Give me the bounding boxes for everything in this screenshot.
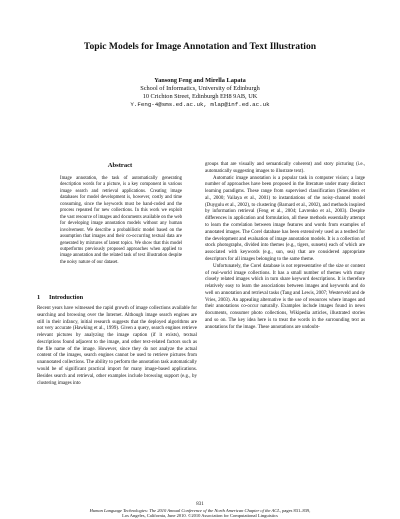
right-column-body [205,162,365,332]
author-names: Yansong Feng and Mirella Lapata [154,77,246,84]
footer-venue: Human Language Technologies: The 2010 Annual Conference of the North American Chapter of the ACL, [89,508,281,513]
footer-pages: pages 831–839, [280,508,311,513]
author-affiliation: School of Informatics, University of Edinburgh [140,84,260,92]
left-column-body [37,306,197,387]
intro-paragraph-2: Automatic image annotation is a popular task in computer vision; a large number of approaches have been proposed in the literature under many distinct learning paradigms. These range from supervised classification (Smeulders et al., 2000; Vailaya et al., 2001) to instantiations of the noisy-channel model (Duygulu et al., 2002), to clustering (Barnard et al., 2002), and methods inspired by information retrieval (Feng et al., 2004; Lavrenko et al., 2003). Despite differences in application and formulation, all these methods essentially attempt to learn the correlation between image features and words from examples of annotated images. The Corel database has been extensively used as a testbed for the development and evaluation of image annotation models. It is a collection of stock photographs, divided into themes (e.g., tigers, sunsets) each of which are associated with keywords (e.g., sun, sea) that are considered appropriate descriptors for all images belonging to the same theme. [205,175,365,262]
abstract-text: Image annotation, the task of automatically generating description words for a picture, is a key component in various image search and retrieval applications. Creating image databases for model development is, however, costly and time consuming, since the keywords must be hand-coded and the process repeated for new collections. In this work we exploit the vast resource of images and documents available on the web for developing image annotation models without any human involvement. We describe a probabilistic model based on the assumption that images and their co-occurring textual data are generated by mixtures of latent topics. We show that this model outperforms previously proposed approaches when applied to image annotation and the related task of text illustration despite the noisy nature of our dataset. [60,176,182,265]
abstract-heading: Abstract [107,162,133,169]
author-email: Y.Feng-4@sms.ed.ac.uk, mlap@inf.ed.ac.uk [130,100,270,108]
section-number: 1 [37,294,41,301]
intro-paragraph-1: Recent years have witnessed the rapid growth of image collections available for searching and browsing over the Internet. Although image search engines are still in their infancy, initial research suggests that the deployed algorithms are not very accurate (Hawking et al., 1999). Given a query, search engines retrieve relevant pictures by analyzing the image caption (if it exists), textual descriptions found adjacent to the image, and other text-related factors such as the file name of the image. However, since they do not analyze the actual content of the images, search engines cannot be used to retrieve pictures from unannotated collections. The ability to perform the annotation task automatically would be of significant practical import for many image-based applications. Besides search and retrieval, other examples include browsing support (e.g., by clustering images into [37,306,197,386]
section-heading-text: Introduction [49,294,84,301]
footer-location: Los Angeles, California, June 2010. ©2010 Association for Computational Linguistics [122,513,278,519]
author-block [0,77,400,109]
paper-title: Topic Models for Image Annotation and Text Illustration [83,41,317,52]
intro-paragraph-1-continued: groups that are visually and semantically coherent) and story picturing (i.e., automatically suggesting images to illustrate text). [205,162,365,174]
intro-paragraph-3: Unfortunately, the Corel database is not representative of the size or content of real-world image collections. It has a small number of themes with many closely related images which in turn share keyword descriptions. It is therefore relatively easy to learn the associations between images and keywords and do well on annotation and retrieval tasks (Tang and Lewis, 2007; Westerveld and de Vries, 2003). An appealing alternative is the use of resources where images and their annotations co-occur naturally. Examples include images found in news documents, consumer photo collections, Wikipedia articles, illustrated stories and so on. The key idea here is to treat the words in the surrounding text as annotations for the image. These annotations are undoubt- [205,263,365,330]
footer-citation [20,508,380,519]
author-address: 10 Crichton Street, Edinburgh EH8 9AB, UK [142,92,258,100]
page-number: 831 [196,502,204,507]
section-heading-introduction [37,294,197,302]
